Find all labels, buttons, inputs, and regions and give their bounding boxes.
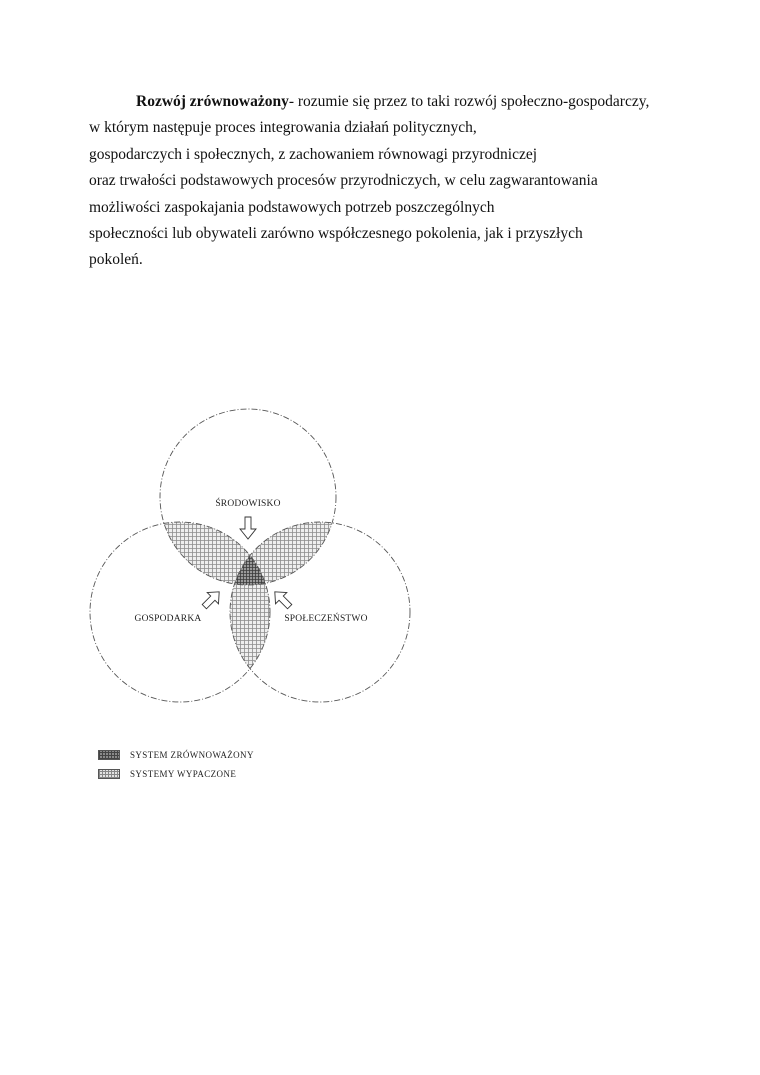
paragraph-line-1 [89,89,689,115]
label-economy: GOSPODARKA [134,614,202,624]
paragraph-line-3: gospodarczych i społecznych, z zachowaniem równowagi przyrodniczej [89,145,538,163]
venn-diagram [0,380,760,720]
legend-label-distorted: SYSTEMY WYPACZONE [130,768,237,779]
label-society: SPOŁECZEŃSTWO [284,614,368,624]
defined-term: Rozwój zrównoważony [136,93,289,110]
paragraph-line-7: pokoleń. [89,251,143,269]
paragraph-line-5: możliwości zaspokajania podstawowych potrzeb poszczególnych [89,198,495,216]
legend-item-sustainable [98,745,254,764]
definition-paragraph [89,89,689,274]
legend-label-sustainable: SYSTEM ZRÓWNOWAŻONY [130,749,254,760]
definition-start: - rozumie się przez to taki rozwój społeczno-gospodarczy, [288,93,650,110]
diagram-legend [98,745,254,783]
arrow-down-icon [240,517,256,539]
swatch-sustainable-icon [98,750,120,760]
label-environment: ŚRODOWISKO [215,499,281,509]
paragraph-line-6: społeczności lub obywateli zarówno współczesnego pokolenia, jak i przyszłych [89,225,583,243]
arrow-up-right-icon [199,586,225,612]
legend-item-distorted [98,764,254,783]
arrow-up-left-icon [269,586,295,612]
swatch-distorted-icon [98,769,120,779]
paragraph-line-4: oraz trwałości podstawowych procesów przyrodniczych, w celu zagwarantowania [89,172,598,190]
paragraph-line-2: w którym następuje proces integrowania działań politycznych, [89,119,477,137]
